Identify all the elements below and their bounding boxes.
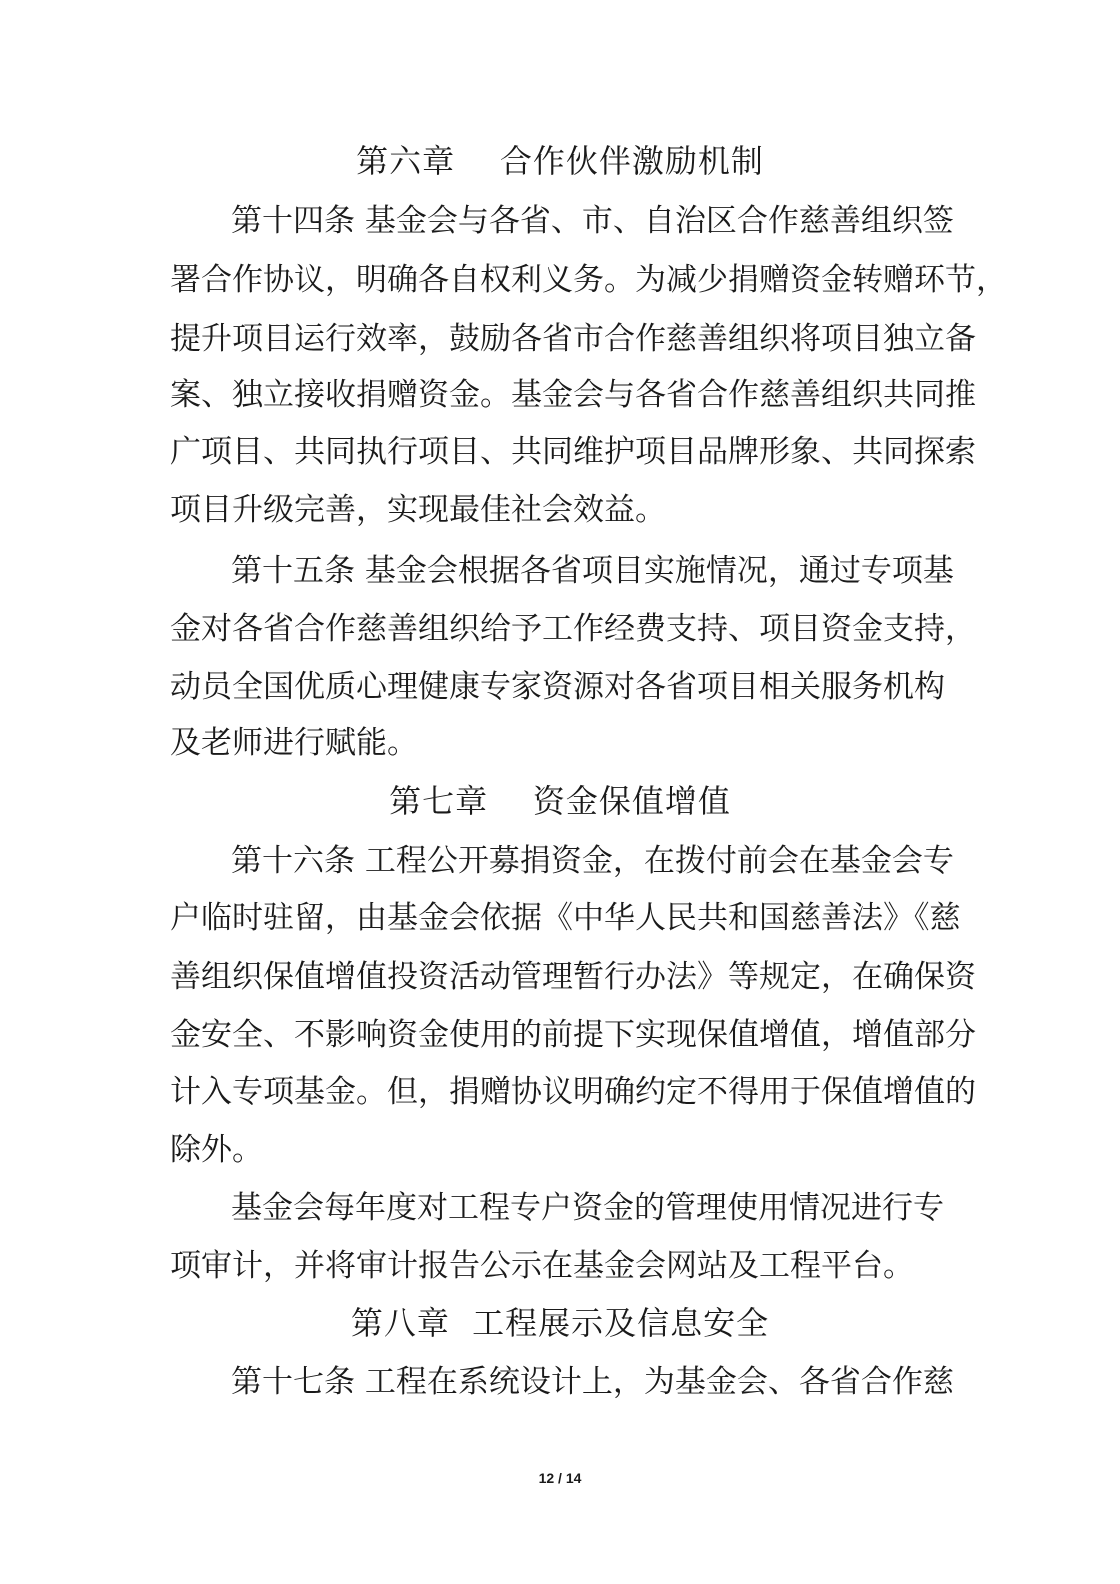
chapter-8-heading: 第八章 工程展示及信息安全 — [350, 1304, 770, 1342]
article-15-line-3: 动员全国优质心理健康专家资源对各省项目相关服务机构 — [170, 669, 945, 705]
article-16-line-1: 第十六条 工程公开募捐资金，在拨付前会在基金会专 — [231, 843, 954, 879]
article-14-line-6: 项目升级完善，实现最佳社会效益。 — [170, 492, 666, 528]
article-15-line-1: 第十五条 基金会根据各省项目实施情况，通过专项基 — [231, 553, 954, 589]
article-17-line-1: 第十七条 工程在系统设计上，为基金会、各省合作慈 — [231, 1364, 954, 1400]
audit-paragraph-line-1: 基金会每年度对工程专户资金的管理使用情况进行专 — [231, 1190, 944, 1226]
article-14-line-3: 提升项目运行效率，鼓励各省市合作慈善组织将项目独立备 — [170, 321, 976, 357]
article-14-line-4: 案、独立接收捐赠资金。基金会与各省合作慈善组织共同推 — [170, 377, 976, 413]
article-15-line-4: 及老师进行赋能。 — [170, 725, 418, 761]
article-16-line-5: 计入专项基金。但，捐赠协议明确约定不得用于保值增值的 — [170, 1074, 976, 1110]
audit-paragraph-line-2: 项审计，并将审计报告公示在基金会网站及工程平台。 — [170, 1248, 914, 1284]
chapter-7-heading: 第七章 资金保值增值 — [389, 782, 731, 820]
article-15-line-2: 金对各省合作慈善组织给予工作经费支持、项目资金支持， — [170, 611, 976, 647]
article-16-line-6: 除外。 — [170, 1132, 263, 1168]
article-16-line-2: 户临时驻留，由基金会依据《中华人民共和国慈善法》《慈 — [170, 900, 961, 936]
page-number: 12 / 14 — [538, 1470, 582, 1486]
article-14-line-5: 广项目、共同执行项目、共同维护项目品牌形象、共同探索 — [170, 434, 976, 470]
article-16-line-3: 善组织保值增值投资活动管理暂行办法》等规定，在确保资 — [170, 959, 976, 995]
article-14-line-1: 第十四条 基金会与各省、市、自治区合作慈善组织签 — [231, 203, 954, 239]
article-14-line-2: 署合作协议，明确各自权利义务。为减少捐赠资金转赠环节， — [170, 262, 1007, 298]
article-16-line-4: 金安全、不影响资金使用的前提下实现保值增值，增值部分 — [170, 1017, 976, 1053]
chapter-6-heading: 第六章 合作伙伴激励机制 — [356, 142, 764, 180]
